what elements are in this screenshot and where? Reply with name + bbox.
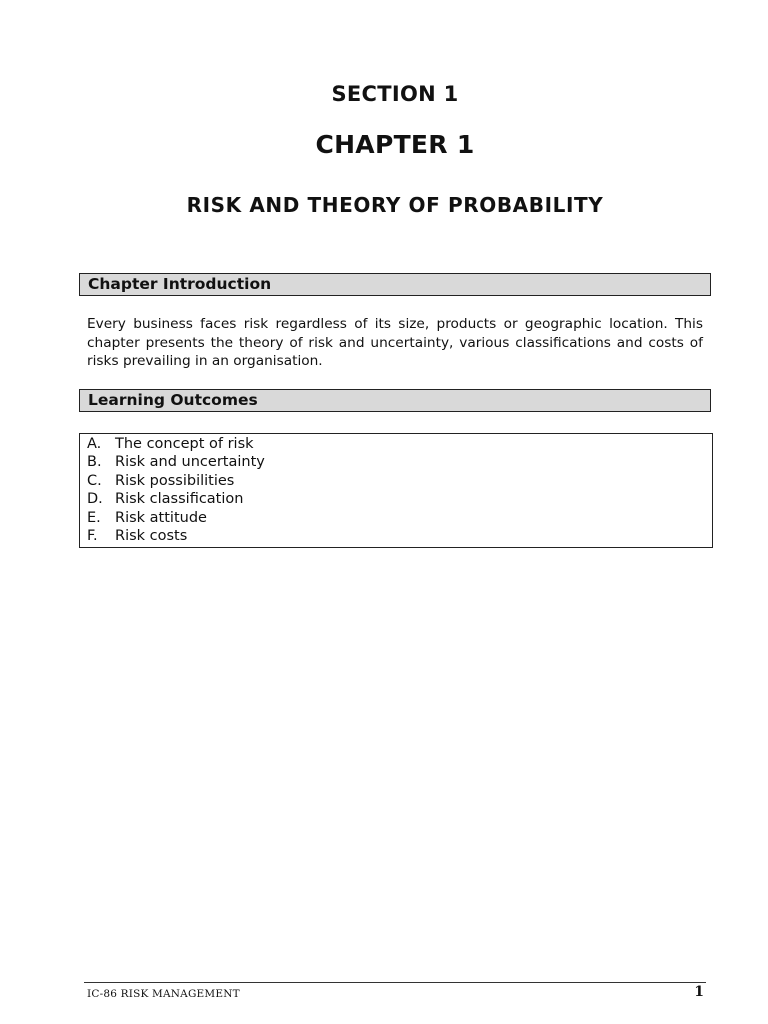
list-item-letter: C. <box>87 472 102 489</box>
chapter-introduction-heading: Chapter Introduction <box>88 275 272 293</box>
list-item <box>87 490 712 508</box>
section-title: SECTION 1 <box>331 82 459 106</box>
list-item <box>87 509 712 527</box>
list-item <box>87 435 712 453</box>
list-item-letter: F. <box>87 528 98 545</box>
chapter-introduction-header <box>79 273 711 296</box>
chapter-introduction-text: Every business faces risk regardless of its size, products or geographic location. This chapter presents the theory of risk and uncertainty, various classifications and costs of risks prevailing in an organisation. <box>87 316 703 369</box>
list-item-text: Risk costs <box>115 528 188 545</box>
list-item-letter: B. <box>87 454 102 471</box>
learning-outcomes-list <box>79 433 713 548</box>
list-item-letter: E. <box>87 509 101 526</box>
chapter-title: CHAPTER 1 <box>315 130 475 159</box>
learning-outcomes-heading: Learning Outcomes <box>88 391 258 409</box>
list-item-text: The concept of risk <box>115 436 254 452</box>
list-item <box>87 527 712 545</box>
footer-title: IC-86 RISK MANAGEMENT <box>87 988 240 1000</box>
list-item-letter: D. <box>87 491 103 508</box>
page-number: 1 <box>694 984 704 1000</box>
list-item <box>87 453 712 471</box>
list-item-text: Risk attitude <box>115 509 207 526</box>
chapter-name: RISK AND THEORY OF PROBABILITY <box>186 193 604 217</box>
list-item-text: Risk and uncertainty <box>115 454 265 471</box>
list-item-letter: A. <box>87 436 102 452</box>
footer-divider <box>84 982 706 983</box>
list-item-text: Risk possibilities <box>115 472 235 489</box>
list-item-text: Risk classification <box>115 491 244 508</box>
list-item <box>87 472 712 490</box>
learning-outcomes-header <box>79 389 711 412</box>
